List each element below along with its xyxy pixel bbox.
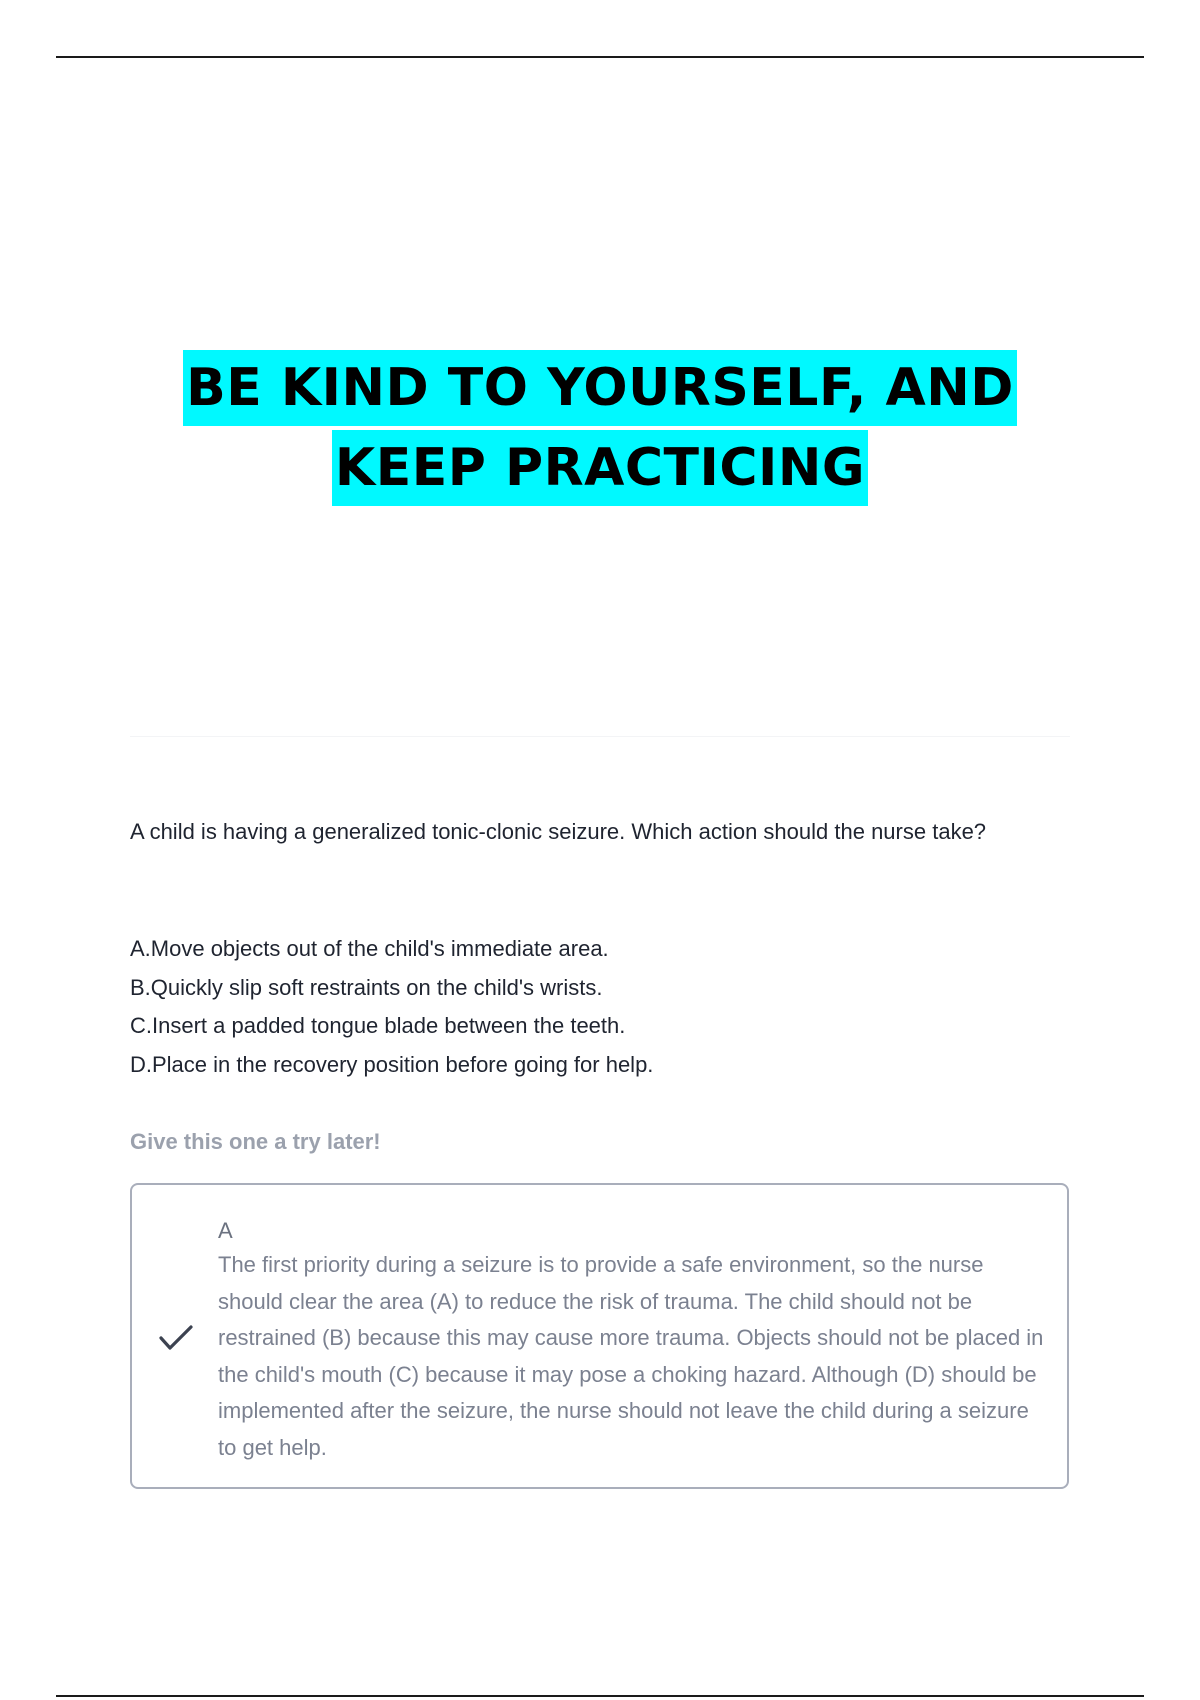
section-divider xyxy=(130,736,1070,737)
answer-options xyxy=(130,930,1060,1084)
option-d: D.Place in the recovery position before going for help. xyxy=(130,1051,654,1077)
motivational-banner xyxy=(0,348,1200,508)
banner-line-2: KEEP PRACTICING xyxy=(332,430,868,506)
answer-explanation: The first priority during a seizure is to provide a safe environment, so the nurse should clear the area (A) to reduce the risk of trauma. The child should not be restrained (B) because this may cause more trauma. Objects should not be placed in the child's mouth (C) because it may pose a choking hazard. Although (D) should be implemented after the seizure, the nurse should not leave the child during a seizure to get help. xyxy=(218,1252,1044,1460)
answer-letter: A xyxy=(218,1218,233,1243)
bottom-rule xyxy=(56,1695,1144,1697)
top-rule xyxy=(56,56,1144,58)
option-b: B.Quickly slip soft restraints on the child's wrists. xyxy=(130,974,603,1000)
answer-card xyxy=(130,1183,1069,1489)
question-text: A child is having a generalized tonic-clonic seizure. Which action should the nurse take? xyxy=(130,819,987,844)
banner-line-1: BE KIND TO YOURSELF, AND xyxy=(183,350,1017,426)
option-a: A.Move objects out of the child's immediate area. xyxy=(130,936,609,961)
checkmark-icon xyxy=(158,1323,194,1353)
try-later-label: Give this one a try later! xyxy=(130,1129,381,1154)
option-c: C.Insert a padded tongue blade between the teeth. xyxy=(130,1013,626,1038)
